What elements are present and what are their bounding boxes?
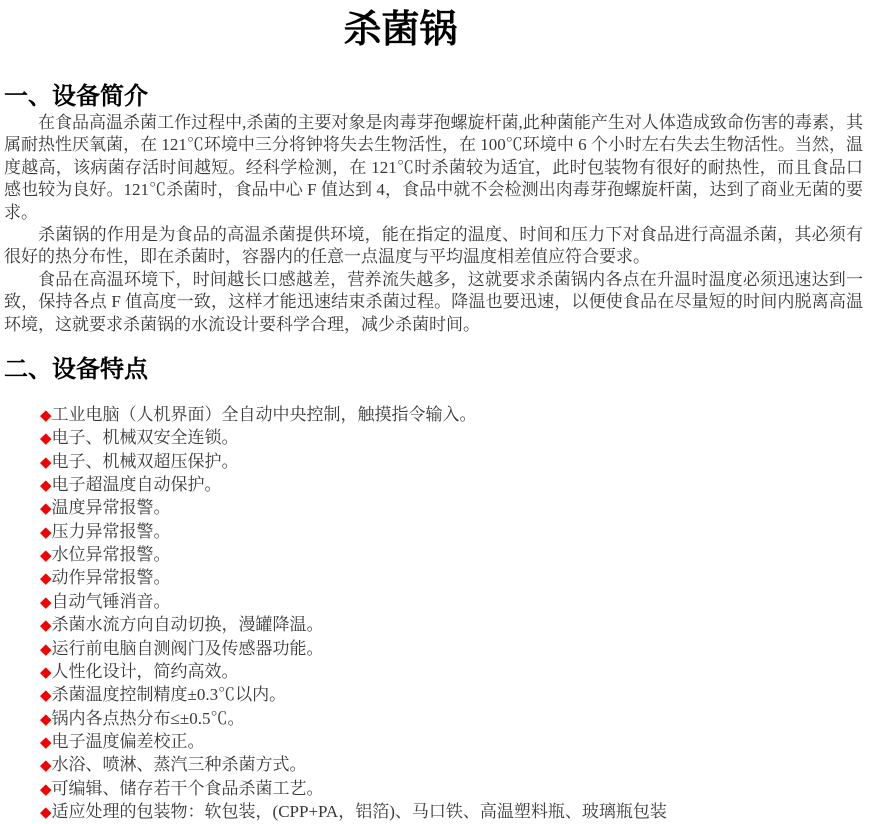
diamond-bullet-icon: ◆ (40, 408, 52, 425)
diamond-bullet-icon: ◆ (40, 594, 52, 611)
feature-text: 适应处理的包装物：软包装，(CPP+PA，铝箔)、马口铁、高温塑料瓶、玻璃瓶包装 (51, 801, 667, 821)
feature-item (40, 661, 863, 684)
feature-text: 自动气锤消音。 (51, 591, 171, 611)
feature-text: 锅内各点热分布≤±0.5℃。 (51, 708, 245, 728)
feature-list (4, 404, 863, 824)
feature-item (40, 614, 863, 637)
diamond-bullet-icon: ◆ (40, 571, 52, 588)
feature-item (40, 404, 863, 427)
feature-text: 人性化设计，简约高效。 (51, 661, 239, 681)
feature-text: 温度异常报警。 (51, 498, 171, 518)
feature-text: 工业电脑（人机界面）全自动中央控制，触摸指令输入。 (51, 405, 477, 425)
intro-paragraph-2: 杀菌锅的作用是为食品的高温杀菌提供环境，能在指定的温度、时间和压力下对食品进行高温杀菌，其必须有很好的热分布性，即在杀菌时，容器内的任意一点温度与平均温度相差值应符合要求。 (4, 225, 863, 267)
feature-item (40, 474, 863, 497)
intro-paragraph-1: 在食品高温杀菌工作过程中,杀菌的主要对象是肉毒芽孢螺旋杆菌,此种菌能产生对人体造成致命伤害的毒素，其属耐热性厌氧菌，在 121℃环境中三分将钟将失去生物活性，在 100℃环境中 6 个小时左右失去生物活性。当然，温度越高，该病菌存活时间越短。经科学检测，在 121℃时杀菌较为适宜，此时包装物有很好的耐热性，而且食品口感也较为良好。121℃杀菌时，食品中心 F 值达到 4，食品中就不会检测出肉毒芽孢螺旋杆菌，达到了商业无菌的要求。 (4, 113, 863, 222)
feature-item (40, 567, 863, 590)
feature-text: 运行前电脑自测阀门及传感器功能。 (51, 638, 324, 658)
feature-text: 水位异常报警。 (51, 545, 171, 565)
feature-text: 电子、机械双安全连锁。 (51, 428, 239, 448)
diamond-bullet-icon: ◆ (40, 641, 52, 658)
feature-text: 水浴、喷淋、蒸汽三种杀菌方式。 (51, 755, 307, 775)
feature-item (40, 754, 863, 777)
feature-item (40, 427, 863, 450)
diamond-bullet-icon: ◆ (40, 758, 52, 775)
diamond-bullet-icon: ◆ (40, 524, 52, 541)
feature-item (40, 638, 863, 661)
feature-text: 电子温度偏差校正。 (51, 731, 205, 751)
feature-item (40, 451, 863, 474)
diamond-bullet-icon: ◆ (40, 688, 52, 705)
diamond-bullet-icon: ◆ (40, 431, 52, 448)
diamond-bullet-icon: ◆ (40, 618, 52, 635)
feature-item (40, 731, 863, 754)
intro-paragraph-3: 食品在高温环境下，时间越长口感越差，营养流失越多，这就要求杀菌锅内各点在升温时温度必须迅速达到一致，保持各点 F 值高度一致，这样才能迅速结束杀菌过程。降温也要迅速，以便使食品在尽量短的时间内脱离高温环境，这就要求杀菌锅的水流设计要科学合理，减少杀菌时间。 (4, 269, 863, 334)
feature-item (40, 497, 863, 520)
feature-item (40, 684, 863, 707)
feature-text: 动作异常报警。 (51, 568, 171, 588)
diamond-bullet-icon: ◆ (40, 804, 52, 821)
feature-item (40, 801, 863, 824)
diamond-bullet-icon: ◆ (40, 734, 52, 751)
feature-text: 可编辑、储存若干个食品杀菌工艺。 (51, 778, 324, 798)
feature-item (40, 544, 863, 567)
diamond-bullet-icon: ◆ (40, 501, 52, 518)
section-heading-features: 二、设备特点 (4, 356, 148, 384)
diamond-bullet-icon: ◆ (40, 781, 52, 798)
diamond-bullet-icon: ◆ (40, 478, 52, 495)
diamond-bullet-icon: ◆ (40, 664, 52, 681)
section-heading-intro: 一、设备简介 (4, 83, 148, 110)
feature-text: 杀菌温度控制精度±0.3℃以内。 (51, 685, 287, 705)
diamond-bullet-icon: ◆ (40, 548, 52, 565)
feature-text: 电子、机械双超压保护。 (51, 451, 239, 471)
feature-item (40, 708, 863, 731)
diamond-bullet-icon: ◆ (40, 711, 52, 728)
feature-text: 电子超温度自动保护。 (51, 475, 222, 495)
feature-text: 压力异常报警。 (51, 521, 171, 541)
document-title: 杀菌锅 (343, 9, 458, 51)
feature-item (40, 591, 863, 614)
feature-item (40, 521, 863, 544)
diamond-bullet-icon: ◆ (40, 454, 52, 471)
feature-item (40, 778, 863, 801)
feature-text: 杀菌水流方向自动切换，漫罐降温。 (51, 615, 324, 635)
